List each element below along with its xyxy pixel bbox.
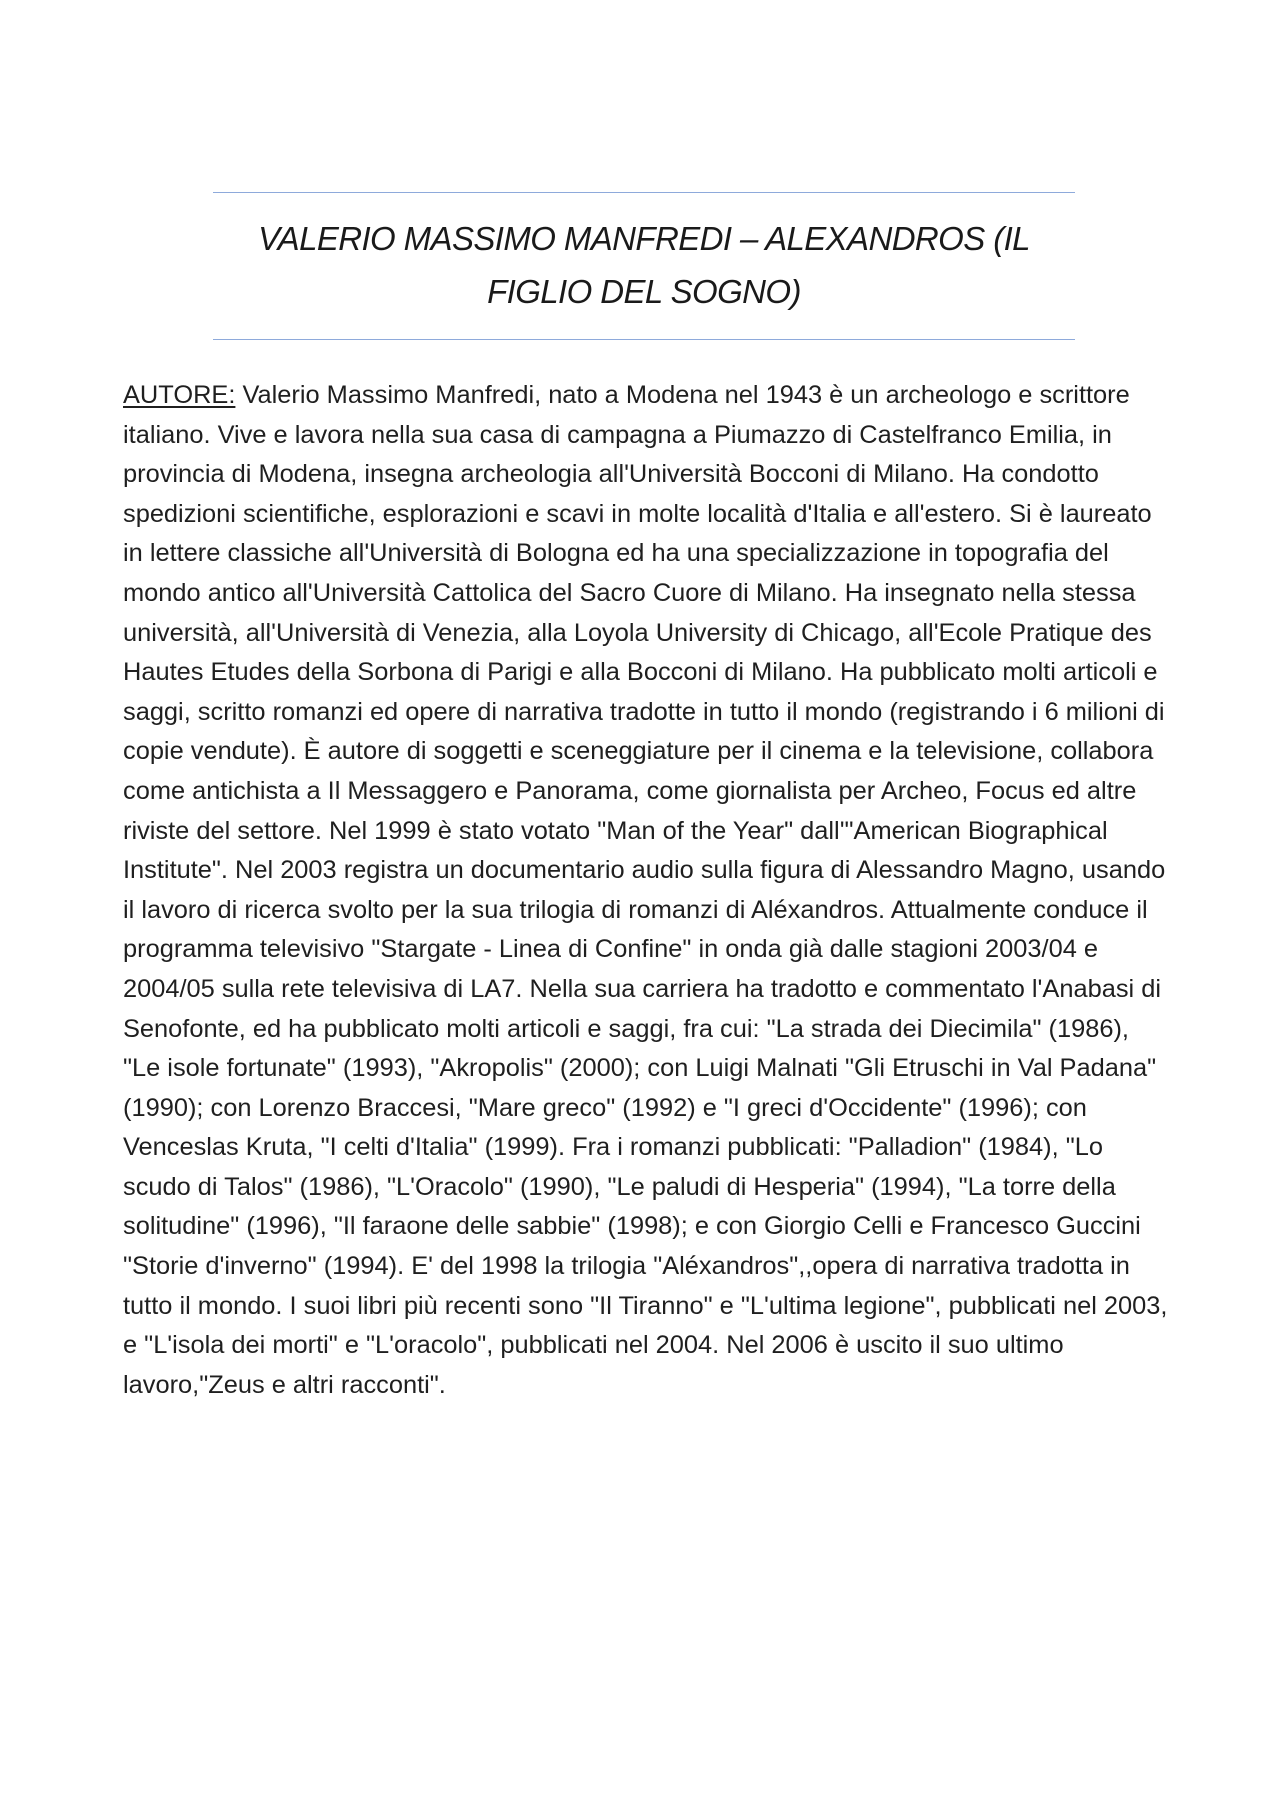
- title-line-1: VALERIO MASSIMO MANFREDI – ALEXANDROS (IL: [258, 220, 1030, 257]
- title-top-rule: [213, 192, 1075, 193]
- title-line-2: FIGLIO DEL SOGNO): [487, 273, 801, 310]
- author-paragraph: [123, 376, 1168, 1405]
- document-title: [213, 212, 1075, 318]
- author-label: AUTORE:: [123, 381, 236, 409]
- author-text: Valerio Massimo Manfredi, nato a Modena nel 1943 è un archeologo e scrittore italiano. Vive e lavora nella sua casa di campagna a Piumazzo di Castelfranco Emilia, in provincia di Modena, insegna archeologia all'Università Bocconi di Milano. Ha condotto spedizioni scientifiche, esplorazioni e scavi in molte località d'Italia e all'estero. Si è laureato in lettere classiche all'Università di Bologna ed ha una specializzazione in topografia del mondo antico all'Università Cattolica del Sacro Cuore di Milano. Ha insegnato nella stessa università, all'Università di Venezia, alla Loyola University di Chicago, all'Ecole Pratique des Hautes Etudes della Sorbona di Parigi e alla Bocconi di Milano. Ha pubblicato molti articoli e saggi, scritto romanzi ed opere di narrativa tradotte in tutto il mondo (registrando i 6 milioni di copie vendute). È autore di soggetti e sceneggiature per il cinema e la televisione, collabora come antichista a Il Messaggero e Panorama, come giornalista per Archeo, Focus ed altre riviste del settore. Nel 1999 è stato votato "Man of the Year" dall'"American Biographical Institute". Nel 2003 registra un documentario audio sulla figura di Alessandro Magno, usando il lavoro di ricerca svolto per la sua trilogia di romanzi di Aléxandros. Attualmente conduce il programma televisivo "Stargate - Linea di Confine" in onda già dalle stagioni 2003/04 e 2004/05 sulla rete televisiva di LA7. Nella sua carriera ha tradotto e commentato l'Anabasi di Senofonte, ed ha pubblicato molti articoli e saggi, fra cui: "La strada dei Diecimila" (1986), "Le isole fortunate" (1993), "Akropolis" (2000); con Luigi Malnati "Gli Etruschi in Val Padana" (1990); con Lorenzo Braccesi, "Mare greco" (1992) e "I greci d'Occidente" (1996); con Venceslas Kruta, "I celti d'Italia" (1999). Fra i romanzi pubblicati: "Palladion" (1984), "Lo scudo di Talos" (1986), "L'Oracolo" (1990), "Le paludi di Hesperia" (1994), "La torre della solitudine" (1996), "Il faraone delle sabbie" (1998); e con Giorgio Celli e Francesco Guccini "Storie d'inverno" (1994). E' del 1998 la trilogia "Aléxandros",,opera di narrativa tradotta in tutto il mondo. I suoi libri più recenti sono "Il Tiranno" e "L'ultima legione", pubblicati nel 2003, e "L'isola dei morti" e "L'oracolo", pubblicati nel 2004. Nel 2006 è uscito il suo ultimo lavoro,"Zeus e altri racconti".: [123, 381, 1168, 1399]
- title-bottom-rule: [213, 339, 1075, 340]
